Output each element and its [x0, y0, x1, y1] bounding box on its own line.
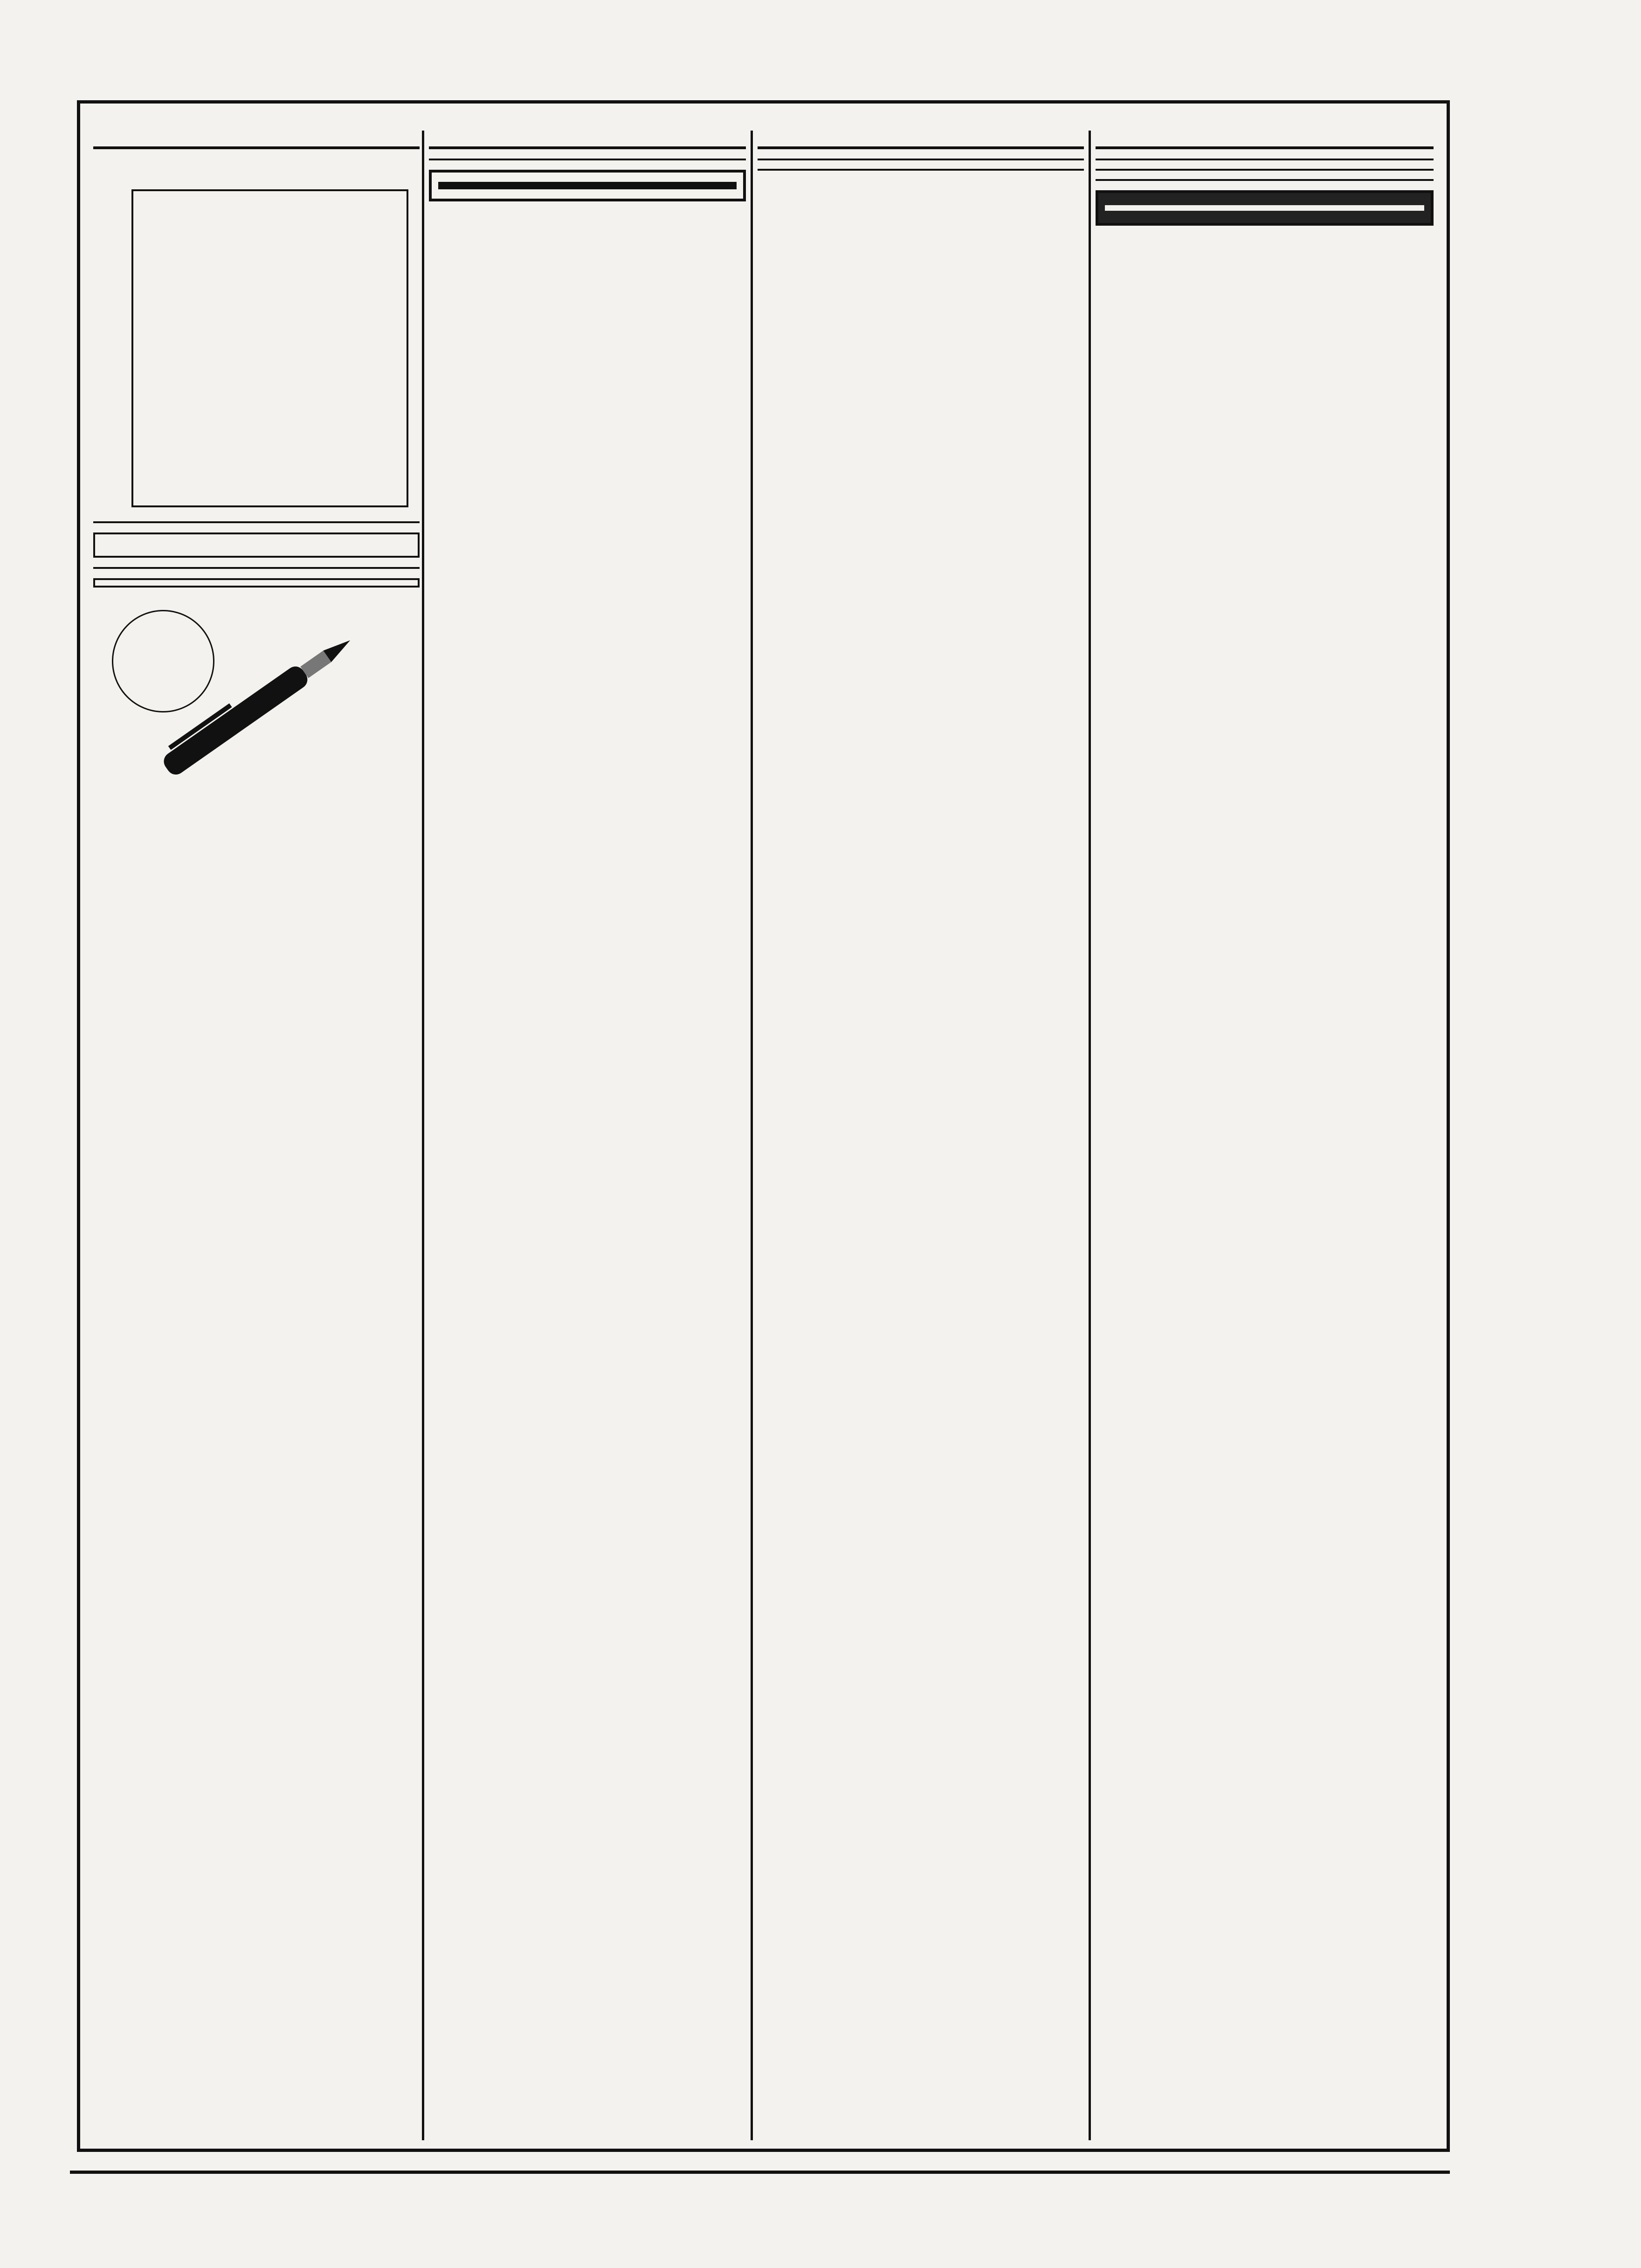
- suodermina-ad: [1096, 190, 1434, 226]
- column-crosswords: [93, 135, 420, 2136]
- column-divider: [1089, 131, 1091, 2140]
- column-divider: [751, 131, 753, 2140]
- pen-ad: [93, 578, 420, 1128]
- porto-header: [1096, 142, 1434, 149]
- divider: [93, 567, 420, 569]
- divider: [1096, 169, 1434, 171]
- pandermina-ad: [429, 170, 746, 201]
- kool-ad: [93, 532, 420, 558]
- divider: [1096, 159, 1434, 160]
- page-header: [0, 0, 1641, 103]
- column-contribuinte: [758, 135, 1084, 2136]
- bottom-rule: [70, 2171, 1450, 2174]
- column-news: [429, 135, 746, 2136]
- divider: [758, 159, 1084, 160]
- crossword-header: [93, 142, 420, 149]
- column-divider: [422, 131, 424, 2140]
- divider: [93, 521, 420, 523]
- contribuinte-header: [758, 142, 1084, 149]
- column-porto: [1096, 135, 1434, 2136]
- pen-brand: [93, 578, 420, 588]
- pandermina-brand: [438, 182, 737, 189]
- pen-illustration: [93, 591, 420, 834]
- divider: [1096, 179, 1434, 181]
- pen-icon: [93, 591, 401, 834]
- divider: [758, 169, 1084, 171]
- crossword-grid: [103, 159, 410, 513]
- suodermina-line3: [1105, 205, 1424, 211]
- news-header: [429, 142, 746, 149]
- grid-cells: [131, 189, 408, 507]
- divider: [429, 159, 746, 160]
